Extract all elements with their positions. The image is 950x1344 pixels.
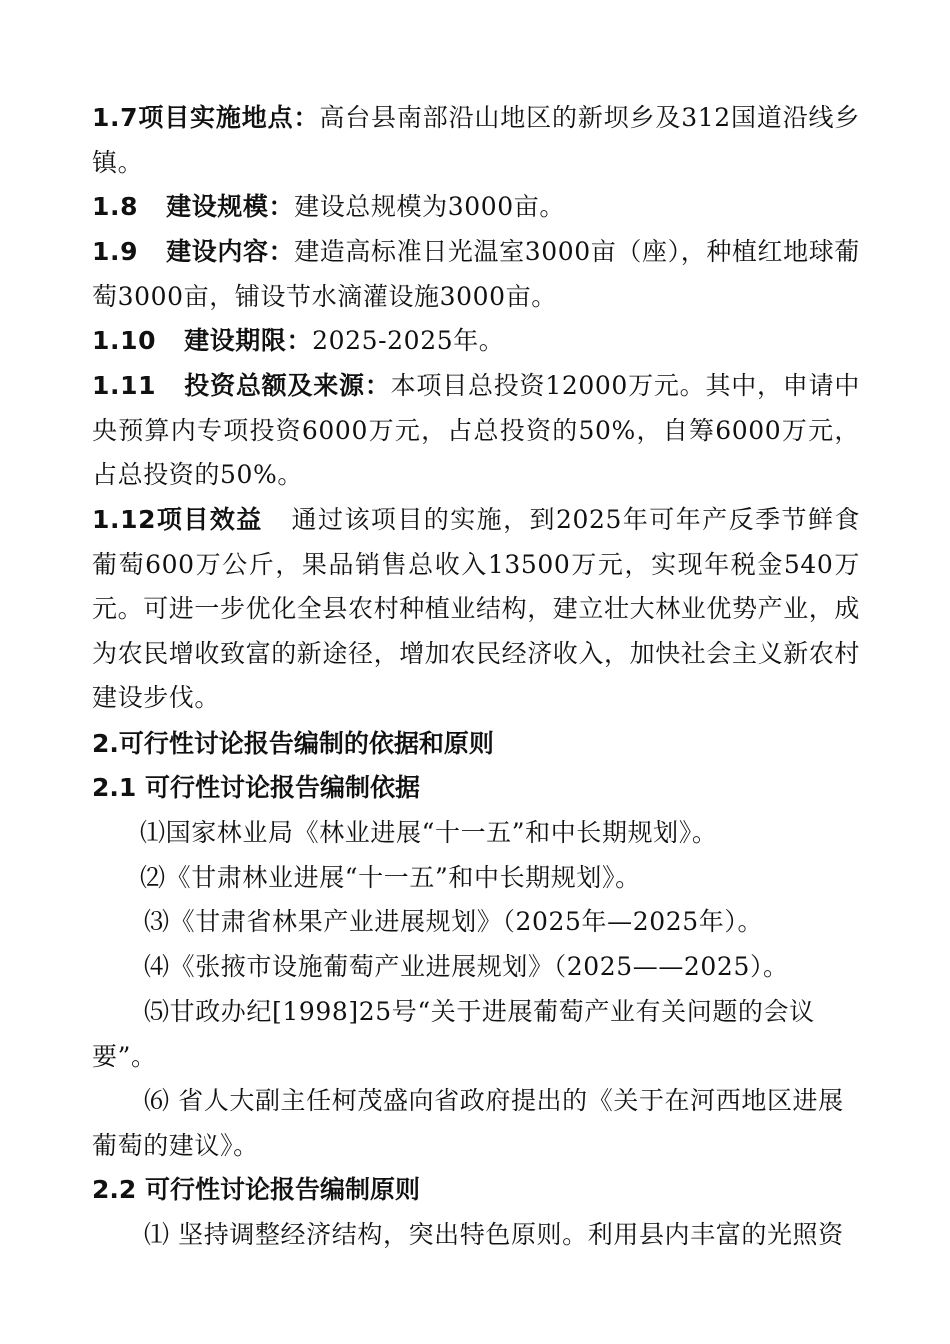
basis-item-6: ⑹ 省人大副主任柯茂盛向省政府提出的《关于在河西地区进展葡萄的建议》。 [92,1086,844,1160]
basis-item-3: ⑶《甘肃省林果产业进展规划》（2025年—2025年）。 [144,907,764,936]
section-number: 1.11 [92,371,157,400]
section-1-11 [92,364,860,498]
basis-item-4: ⑷《张掖市设施葡萄产业进展规划》（2025——2025）。 [144,952,789,981]
section-text: 本项目总投资12000万元。其中，申请中央预算内专项投资6000万元，占总投资的50%，自筹6000万元，占总投资的50%。 [92,371,860,489]
section-number: 1.8 [92,192,139,221]
section-label: 项目效益 [156,505,263,534]
section-1-10 [92,319,860,364]
section-number: 1.12 [92,505,157,534]
section-number: 1.10 [92,326,157,355]
section-text: 建造高标准日光温室3000亩（座），种植红地球葡萄3000亩，铺设节水滴灌设施3000亩。 [92,237,860,311]
section-text: 建设总规模为3000亩。 [294,192,565,221]
section-number: 1.7 [92,103,139,132]
section-text: 高台县南部沿山地区的新坝乡及312国道沿线乡镇。 [92,103,861,177]
section-label: 项目实施地点： [138,103,320,132]
section-number: 1.9 [92,237,139,266]
heading-2-1: 2.1 可行性讨论报告编制依据 [92,773,420,802]
section-label: 建设期限： [184,326,313,355]
section-label: 建设规模： [166,192,295,221]
section-1-12 [92,498,860,721]
section-text: 2025-2025年。 [312,326,505,355]
heading-2-2: 2.2 可行性讨论报告编制原则 [92,1175,420,1204]
section-1-9 [92,230,860,319]
section-1-7 [92,96,860,185]
heading-2: 2.可行性讨论报告编制的依据和原则 [92,729,494,758]
basis-item-5: ⑸甘政办纪[1998]25号“关于进展葡萄产业有关问题的会议要”。 [92,997,815,1071]
principle-item-1: ⑴ 坚持调整经济结构，突出特色原则。利用县内丰富的光照资 [144,1220,844,1249]
basis-item-1: ⑴国家林业局《林业进展“十一五”和中长期规划》。 [140,818,718,847]
section-label: 建设内容： [166,237,295,266]
section-label: 投资总额及来源： [184,371,391,400]
section-text: 通过该项目的实施，到2025年可年产反季节鲜食葡萄600万公斤，果品销售总收入13500万元，实现年税金540万元。可进一步优化全县农村种植业结构，建立壮大林业优势产业，成为农民增收致富的新途径，增加农民经济收入，加快社会主义新农村建设步伐。 [92,505,861,712]
basis-item-2: ⑵《甘肃林业进展“十一五”和中长期规划》。 [140,863,641,892]
section-1-8 [92,185,860,230]
